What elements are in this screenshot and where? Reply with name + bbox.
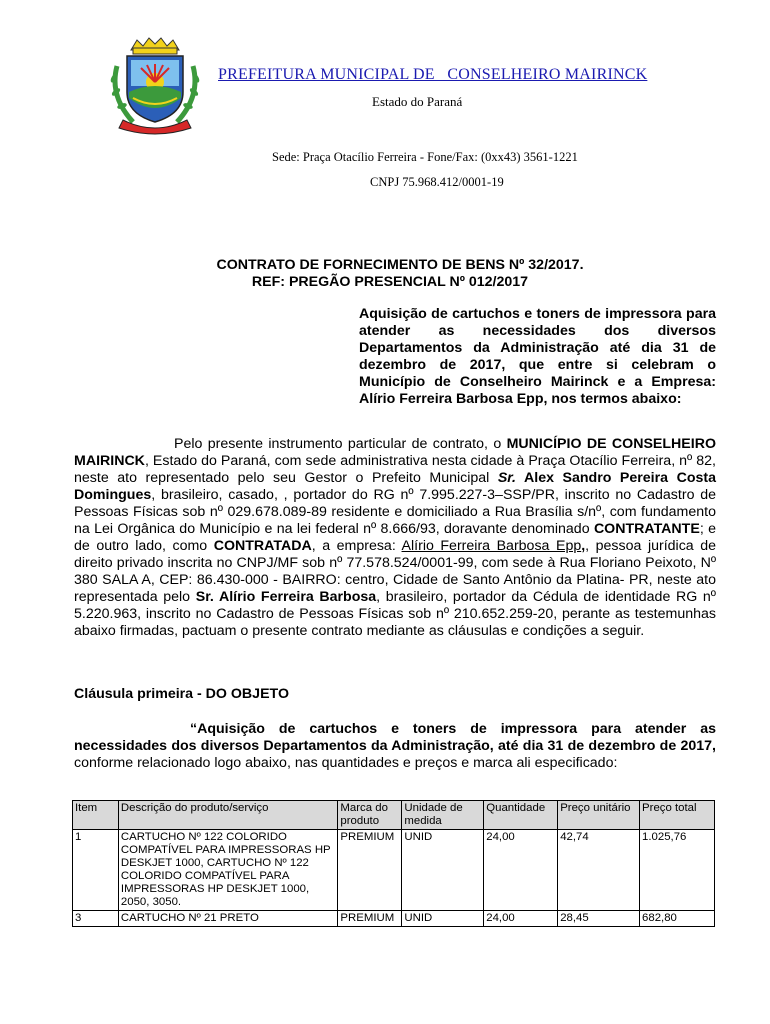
- clause-title: Cláusula primeira - DO OBJETO: [74, 686, 289, 702]
- header-cell: Item: [73, 801, 119, 830]
- contract-title: [0, 257, 770, 291]
- header-cell: Unidade de medida: [402, 801, 484, 830]
- representative-name: Sr. Alírio Ferreira Barbosa: [195, 589, 377, 605]
- cell-unit-price: 28,45: [558, 911, 640, 927]
- text-segment: conforme relacionado logo abaixo, nas quantidades e preços e marca ali especificado:: [74, 755, 618, 771]
- text-segment: , a empresa:: [311, 538, 402, 554]
- cell-description: CARTUCHO Nº 21 PRETO: [118, 911, 338, 927]
- cell-item: 3: [73, 911, 119, 927]
- cell-unit-price: 42,74: [558, 830, 640, 911]
- table-row: [73, 830, 715, 911]
- contract-title-line1: CONTRATO DE FORNECIMENTO DE BENS Nº 32/2017.: [216, 257, 584, 273]
- cell-unit: UNID: [402, 830, 484, 911]
- text-segment: ; e de outro lado, como: [74, 521, 716, 554]
- header-cell: Preço total: [640, 801, 715, 830]
- contratante-label: CONTRATANTE: [593, 521, 700, 537]
- cell-brand: PREMIUM: [338, 830, 402, 911]
- table-header-row: [73, 801, 715, 830]
- text-segment: Pelo presente instrumento particular de contrato, o: [174, 436, 507, 452]
- company-name: Alírio Ferreira Barbosa Epp: [401, 538, 582, 554]
- mayor-name: Alex Sandro Pereira Costa Domingues: [74, 470, 716, 503]
- header-cell: Marca do produto: [338, 801, 402, 830]
- address-line: Sede: Praça Otacílio Ferreira - Fone/Fax: (0xx43) 3561-1221: [272, 150, 578, 164]
- text-segment: , brasileiro, portador da Cédula de identidade RG nº 5.220.963, inscrito no Cadastro de Pessoas Físicas sob nº 210.652.259-20, perante as testemunhas abaixo firmadas, pactuam o presente contrato mediante as cláusulas e condições a seguir.: [74, 589, 716, 639]
- contract-title-line2: REF: PREGÃO PRESENCIAL Nº 012/2017: [251, 274, 529, 290]
- table-row: [73, 911, 715, 927]
- title-abbrev: Sr.: [497, 470, 516, 486]
- cell-total-price: 682,80: [640, 911, 715, 927]
- contratada-label: CONTRATADA: [213, 538, 312, 554]
- object-description: “Aquisição de cartuchos e toners de impressora para atender as necessidades dos diversos Departamentos da Administração, até dia 31 de dezembro de 2017,: [74, 721, 716, 754]
- preamble-paragraph: Pelo presente instrumento particular de contrato, o MUNICÍPIO DE CONSELHEIRO MAIRINCK, Estado do Paraná, com sede administrativa nesta cidade à Praça Otacílio Ferreira, nº 82, neste ato representado pelo seu Gestor o Prefeito Municipal Sr. Alex Sandro Pereira Costa Domingues, brasileiro, casado, , portador do RG nº 7.995.227-3–SSP/PR, inscrito no Cadastro de Pessoas Físicas sob nº 029.678.089-89 residente e domiciliado a Rua Brasília s/nº, com fundamento na Lei Orgânica do Município e na lei federal nº 8.666/93, doravante denominado CONTRATANTE; e de outro lado, como CONTRATADA, a empresa: Alírio Ferreira Barbosa Epp,, pessoa jurídica de direito privado inscrita no CNPJ/MF sob nº 77.578.524/0001-99, com sede à Rua Floriano Peixoto, Nº 380 SALA A, CEP: 86.430-000 - BAIRRO: centro, Cidade de Santo Antônio da Platina- PR, neste ato representada pelo Sr. Alírio Ferreira Barbosa, brasileiro, portador da Cédula de identidade RG nº 5.220.963, inscrito no Cadastro de Pessoas Físicas sob nº 210.652.259-20, perante as testemunhas abaixo firmadas, pactuam o presente contrato mediante as cláusulas e condições a seguir.: [74, 436, 716, 639]
- contract-summary: Aquisição de cartuchos e toners de impressora para atender as necessidades dos diversos Departamentos da Administração até dia 31 de dezembro de 2017, que entre si celebram o Município de Conselheiro Mairinck e a Empresa: Alírio Ferreira Barbosa Epp, nos termos abaixo:: [359, 306, 716, 407]
- municipality-name: MUNICÍPIO DE CONSELHEIRO MAIRINCK: [74, 436, 716, 469]
- cell-brand: PREMIUM: [338, 911, 402, 927]
- clause-paragraph: [74, 721, 716, 772]
- items-table: [72, 800, 715, 927]
- text-segment: , Estado do Paraná, com sede administrativa nesta cidade à Praça Otacílio Ferreira, nº 82, neste ato representado pelo seu Gestor o Prefeito Municipal: [74, 453, 716, 486]
- cell-quantity: 24,00: [484, 911, 558, 927]
- municipality-title: PREFEITURA MUNICIPAL DE CONSELHEIRO MAIRINCK: [218, 66, 648, 83]
- header-cell: Descrição do produto/serviço: [118, 801, 338, 830]
- cnpj-line: CNPJ 75.968.412/0001-19: [370, 175, 504, 189]
- cell-total-price: 1.025,76: [640, 830, 715, 911]
- cell-description: CARTUCHO Nº 122 COLORIDO COMPATÍVEL PARA IMPRESSORAS HP DESKJET 1000, CARTUCHO Nº 122 COLORIDO COMPATÍVEL PARA IMPRESSORAS HP DESKJET 1000, 2050, 3050.: [118, 830, 338, 911]
- cell-item: 1: [73, 830, 119, 911]
- cell-quantity: 24,00: [484, 830, 558, 911]
- state-name: Estado do Paraná: [372, 94, 463, 109]
- text-segment: , pessoa jurídica de direito privado inscrita no CNPJ/MF sob nº 77.578.524/0001-99, com sede à Rua Floriano Peixoto, Nº 380 SALA A, CEP: 86.430-000 - BAIRRO: centro, Cidade de Santo Antônio da Platina- PR, neste ato representada pelo: [74, 538, 716, 605]
- municipal-coat-of-arms: [103, 36, 207, 136]
- header-cell: Preço unitário: [558, 801, 640, 830]
- header-cell: Quantidade: [484, 801, 558, 830]
- cell-unit: UNID: [402, 911, 484, 927]
- text-segment: , brasileiro, casado, , portador do RG nº 7.995.227-3–SSP/PR, inscrito no Cadastro de Pessoas Físicas sob nº 029.678.089-89 residente e domiciliado a Rua Brasília s/nº, com fundamento na Lei Orgânica do Município e na lei federal nº 8.666/93, doravante denominado: [74, 487, 716, 537]
